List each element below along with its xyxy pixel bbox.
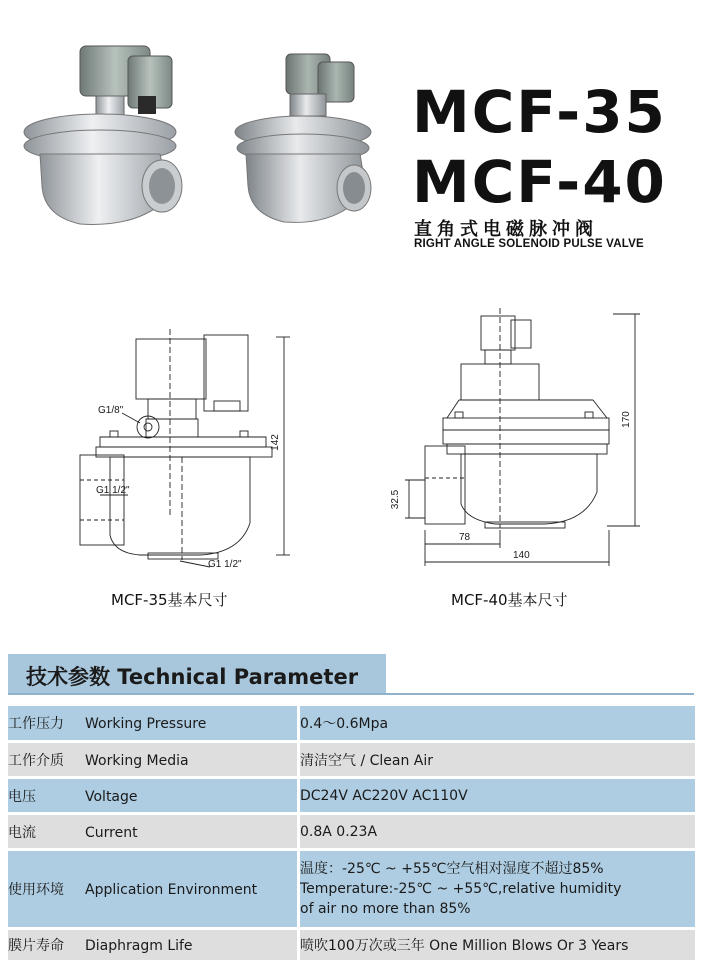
caption-mcf-40: MCF-40基本尺寸 — [451, 591, 568, 609]
param-value: 0.8A 0.23A — [297, 815, 695, 848]
title-divider — [8, 693, 694, 695]
param-value — [297, 851, 695, 927]
param-label-en: Current — [85, 824, 138, 841]
dim-height-35: 142 — [269, 434, 281, 451]
param-label-en: Working Media — [85, 752, 189, 769]
table-row — [8, 930, 695, 960]
parameter-table — [8, 703, 695, 963]
param-label — [8, 930, 297, 960]
param-label-cn: 膜片寿命 — [8, 938, 64, 954]
label-g18: G1/8" — [98, 405, 124, 416]
param-value: 0.4～0.6Mpa — [297, 706, 695, 740]
product-photo-mcf-35 — [20, 36, 185, 231]
env-line-1: 温度：-25℃ ~ +55℃空气相对湿度不超过85% — [300, 861, 604, 877]
drawing-mcf-40 — [385, 308, 645, 577]
table-row — [8, 851, 695, 927]
param-label — [8, 706, 297, 740]
param-label — [8, 779, 297, 812]
env-line-3: of air no more than 85% — [300, 901, 471, 917]
caption-mcf-35: MCF-35基本尺寸 — [111, 591, 228, 609]
param-value: 喷吹100万次或三年 One Million Blows Or 3 Years — [297, 930, 695, 960]
param-label-cn: 电压 — [8, 788, 36, 805]
product-photo-mcf-40 — [228, 50, 378, 230]
param-label-cn: 工作介质 — [8, 752, 64, 769]
dim-32-5: 32.5 — [390, 489, 402, 510]
dim-height-40: 170 — [620, 411, 632, 428]
param-label-cn: 电流 — [8, 824, 36, 841]
table-row — [8, 743, 695, 776]
param-label-cn: 使用环境 — [8, 882, 64, 898]
param-label-en: Working Pressure — [85, 716, 207, 732]
dim-78: 78 — [459, 532, 471, 543]
label-g112: G1 1/2" — [96, 485, 130, 496]
env-line-2: Temperature:-25℃ ~ +55℃,relative humidity — [300, 881, 622, 897]
param-value: 清洁空气 / Clean Air — [297, 743, 695, 776]
table-row — [8, 815, 695, 848]
param-label — [8, 815, 297, 848]
param-label-en: Voltage — [85, 788, 138, 805]
technical-parameter-title: 技术参数 Technical Parameter — [26, 665, 359, 689]
subtitle-chinese: 直角式电磁脉冲阀 — [414, 219, 598, 240]
table-row — [8, 779, 695, 812]
param-label — [8, 743, 297, 776]
subtitle-english: RIGHT ANGLE SOLENOID PULSE VALVE — [414, 238, 644, 250]
technical-parameter-header — [8, 654, 386, 694]
param-value: DC24V AC220V AC110V — [297, 779, 695, 812]
dim-140: 140 — [513, 550, 530, 561]
param-label-cn: 工作压力 — [8, 716, 64, 732]
model-title-1: MCF-35 — [412, 78, 667, 146]
drawing-mcf-35 — [70, 325, 300, 579]
model-title-2: MCF-40 — [412, 148, 667, 216]
table-row — [8, 706, 695, 740]
param-label — [8, 851, 297, 927]
param-label-en: Diaphragm Life — [85, 938, 193, 954]
param-label-en: Application Environment — [85, 882, 258, 898]
label-g112-bottom: G1 1/2" — [208, 559, 242, 570]
